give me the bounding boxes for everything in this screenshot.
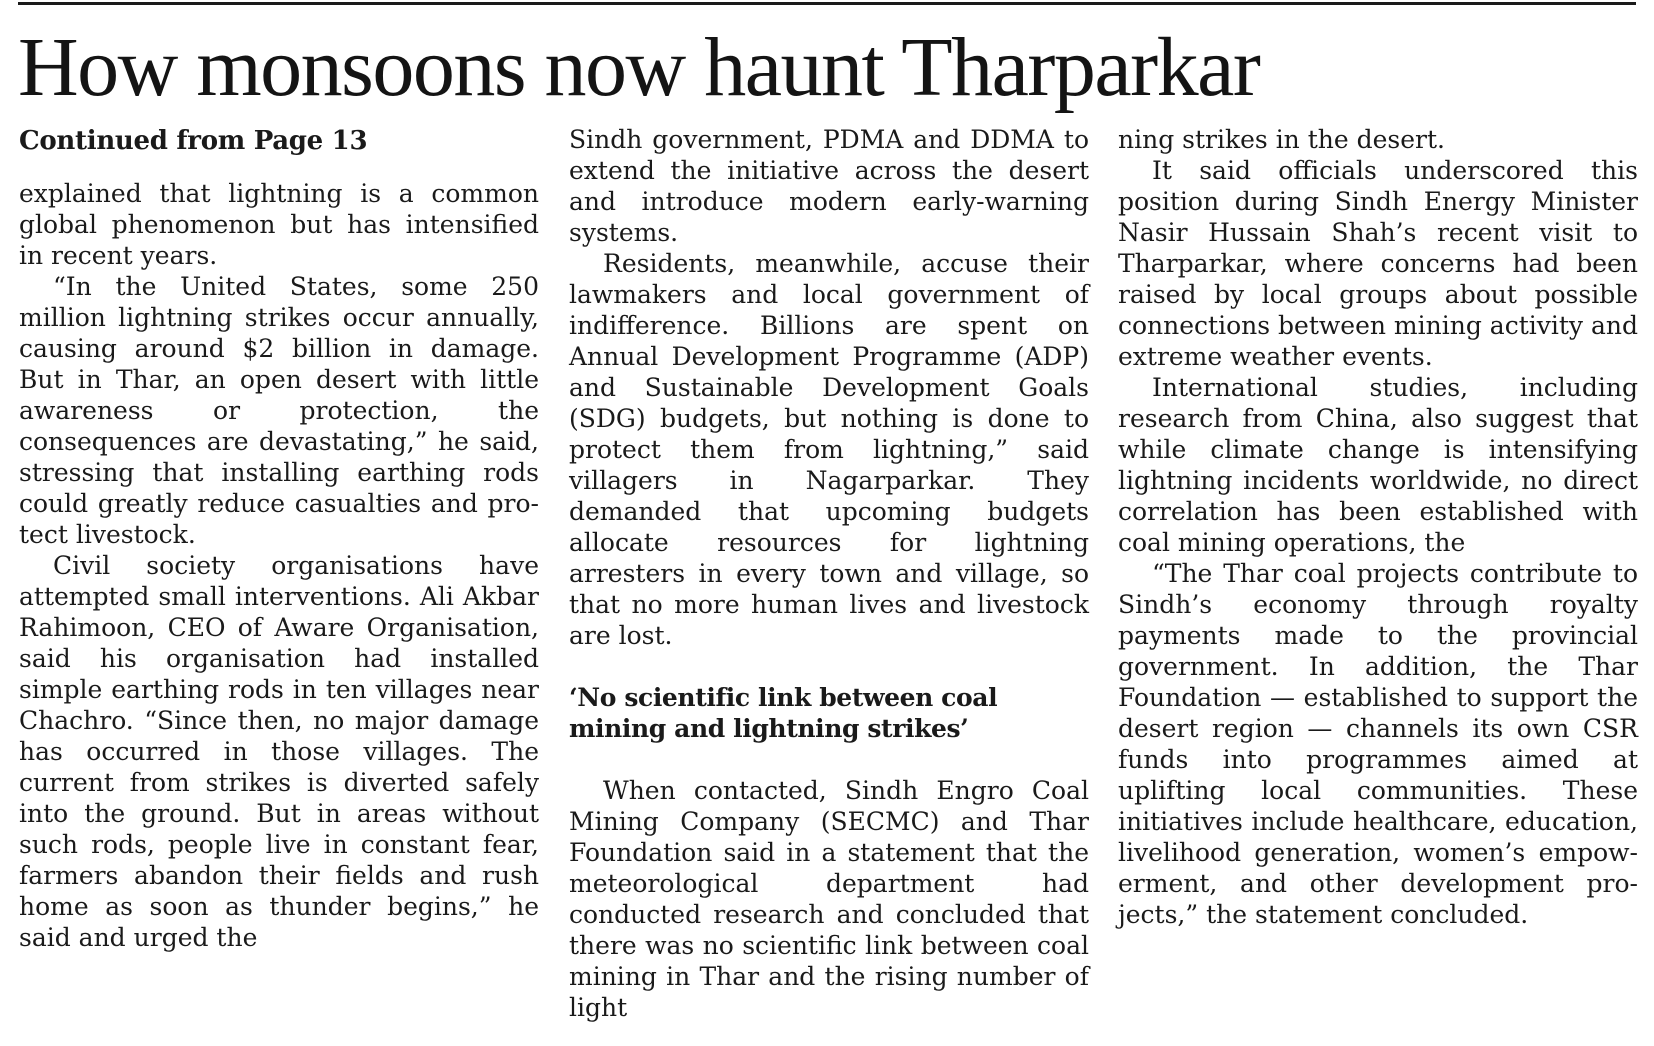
top-rule — [18, 2, 1636, 5]
paragraph: Residents, meanwhile, accuse their lawmakers and local government of indifference. Billions are spent on Annual Development Programme (ADP) and Sustainable Development Goals (SDG) budgets, but nothing is done to protect them from lightning,” said villagers in Nagarparkar. They demanded that upcoming budgets allocate resources for lightning arresters in every town and village, so that no more human lives and livestock are lost. — [569, 249, 1089, 650]
headline: How monsoons now haunt Tharparkar — [18, 21, 1260, 114]
paragraph: Civil society organisations have attempted small interventions. Ali Akbar Rahimoon, CEO of Aware Organisation, said his organisation had installed simple earthing rods in ten villages near Chachro. “Since then, no major damage has occurred in those villages. The current from strikes is diverted safely into the ground. But in areas without such rods, people live in constant fear, farmers abandon their fields and rush home as soon as thunder begins,” he said and urged the — [19, 551, 539, 952]
column-2 — [569, 124, 1089, 1046]
paragraph: explained that lightning is a common global phenomenon but has intensified in recent years. — [19, 179, 539, 270]
paragraph: ning strikes in the desert. — [1118, 125, 1445, 154]
paragraph: International studies, including research from China, also suggest that while climate change is intensifying lightning incidents worldwide, no direct correlation has been established with coal mining operations, the — [1118, 373, 1638, 557]
paragraph: “The Thar coal projects contribute to Sindh’s economy through royalty payments made to the provincial government. In addition, the Thar Foundation — established to support the desert region — channels its own CSR funds into programmes aimed at uplifting local communities. These initiatives include healthcare, education, livelihood generation, women’s empowerment, and other development projects,” the statement concluded. — [1118, 559, 1638, 929]
paragraph: Sindh government, PDMA and DDMA to extend the initiative across the desert and introduce modern early-warning systems. — [569, 125, 1089, 247]
paragraph: When contacted, Sindh Engro Coal Mining Company (SECMC) and Thar Foundation said in a statement that the meteorological department had conducted research and concluded that there was no scientific link between coal mining in Thar and the rising number of light — [569, 776, 1089, 1022]
paragraph: “In the United States, some 250 million lightning strikes occur annually, causing around $2 billion in damage. But in Thar, an open desert with little awareness or protection, the consequences are devastating,” he said, stressing that installing earthing rods could greatly reduce casualties and protect livestock. — [19, 272, 539, 549]
subheading: ‘No scientific link between coal mining and lightning strikes’ — [569, 683, 998, 743]
column-1 — [19, 124, 539, 1046]
continued-from-label: Continued from Page 13 — [19, 126, 368, 156]
paragraph: It said officials underscored this position during Sindh Energy Minister Nasir Hussain Shah’s recent visit to Tharparkar, where concerns had been raised by local groups about possible connections between mining activity and extreme weather events. — [1118, 156, 1638, 371]
column-3 — [1118, 124, 1638, 1046]
